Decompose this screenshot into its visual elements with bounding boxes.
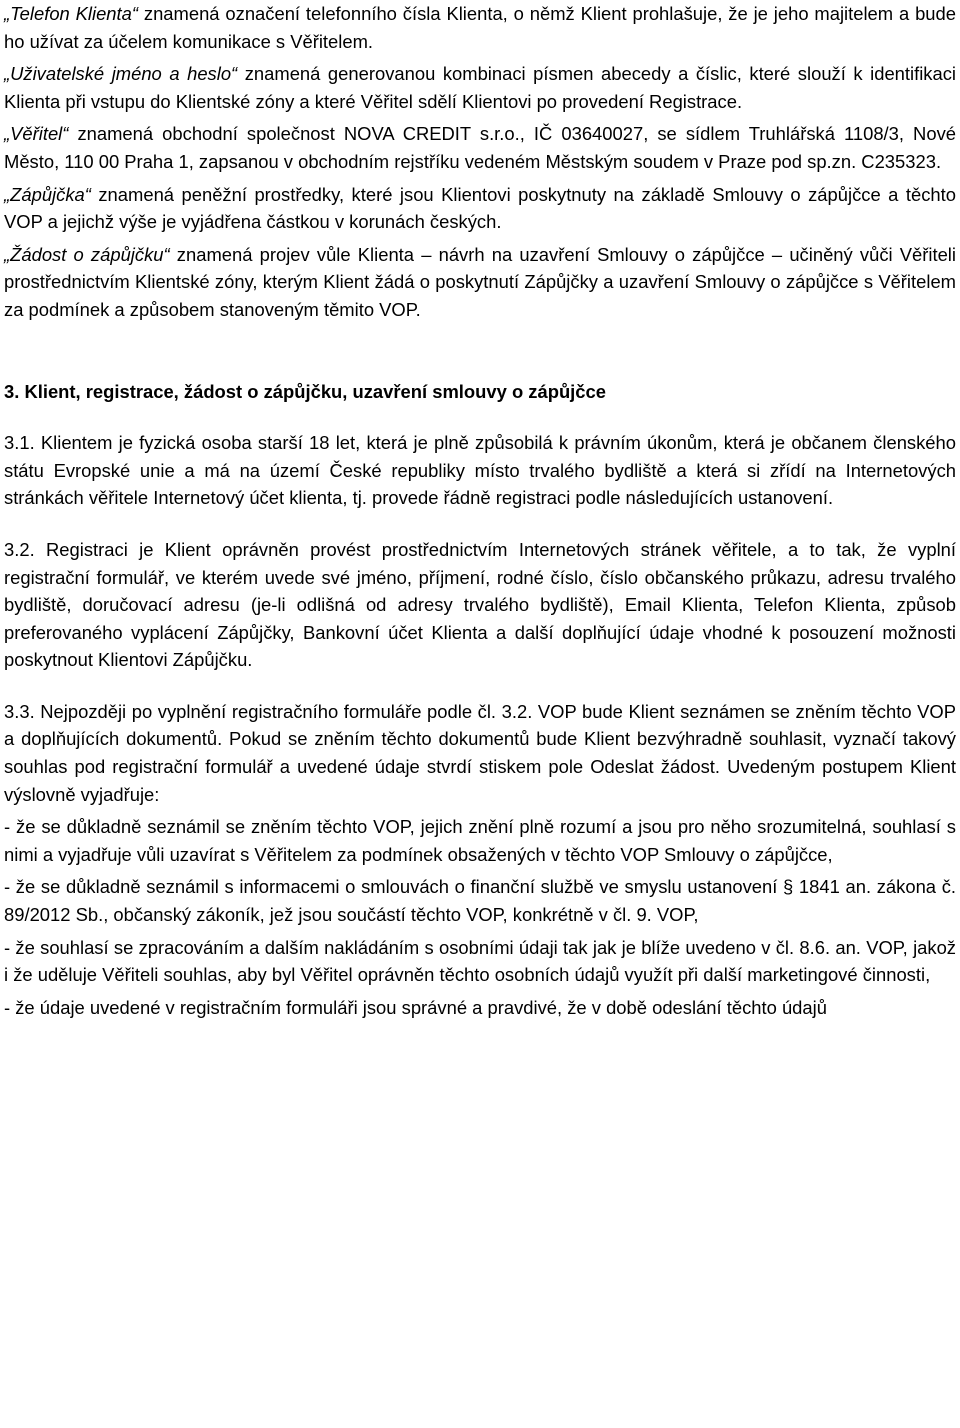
definition-term: „Žádost o zápůjčku“ xyxy=(4,243,170,265)
list-item: - že souhlasí se zpracováním a dalším nakládáním s osobními údaji tak jak je blíže uvedeno v čl. 8.6. an. VOP, jakož i že uděluje Věřiteli souhlas, aby byl Věřitel oprávněn těchto osobních údajů využít při další marketingové činnosti, xyxy=(4,936,956,986)
definition-term: „Uživatelské jméno a heslo“ xyxy=(4,63,238,85)
definition-text: znamená generovanou kombinaci písmen abecedy a číslic, které slouží k identifikaci Klienta při vstupu do Klientské zóny a které Věřitel sdělí Klientovi po provedení Registrace. xyxy=(4,63,956,112)
list-item: - že se důkladně seznámil s informacemi o smlouvách o finanční službě ve smyslu ustanovení § 1841 an. zákona č. 89/2012 Sb., občanský zákoník, jež jsou součástí těchto VOP, konkrétně v čl. 9. VOP, xyxy=(4,876,956,926)
list-item: - že se důkladně seznámil se zněním těchto VOP, jejich znění plně rozumí a jsou pro něho srozumitelná, souhlasí s nimi a vyjadřuje vůli uzavírat s Věřitelem za podmínek obsažených v těchto VOP Smlouvy o zápůjčce, xyxy=(4,816,956,865)
definition-term: „Telefon Klienta“ xyxy=(4,3,138,24)
section-3-3: 3.3. Nejpozději po vyplnění registračního formuláře podle čl. 3.2. VOP bude Klient seznámen se zněním těchto VOP a doplňujících dokumentů. Pokud se zněním těchto dokumentů bude Klient bezvýhradně souhlasit, vyznačí takový souhlas pod registrační formulář a uvedené údaje stvrdí stiskem pole Odeslat žádost. Uvedeným postupem Klient výslovně vyjadřuje: xyxy=(4,700,956,805)
definition-text: znamená obchodní společnost NOVA CREDIT s.r.o., IČ 03640027, se sídlem Truhlářská 1108/3, Nové Město, 110 00 Praha 1, zapsanou v obchodním rejstříku vedeném Městským soudem v Praze pod sp.zn. C235323. xyxy=(4,123,956,172)
section-3-2: 3.2. Registraci je Klient oprávněn provést prostřednictvím Internetových stránek věřitele, a to tak, že vyplní registrační formulář, ve kterém uvede své jméno, příjmení, rodné číslo, číslo občanského průkazu, adresu trvalého bydliště, doručovací adresu (je-li odlišná od adresy trvalého bydliště), Email Klienta, Telefon Klienta, způsob preferovaného vyplácení Zápůjčky, Bankovní účet Klienta a další doplňující údaje vhodné k posouzení možnosti poskytnout Klientovi Zápůjčku. xyxy=(4,538,956,671)
document-page xyxy=(4,0,956,1026)
definition-zadost-o-zapujcku xyxy=(4,241,956,324)
definition-term: „Věřitel“ xyxy=(4,123,69,145)
definition-term: „Zápůjčka“ xyxy=(4,183,91,205)
definition-text: znamená označení telefonního čísla Klienta, o němž Klient prohlašuje, že je jeho majitelem a bude ho užívat za účelem komunikace s Věřitelem. xyxy=(4,3,956,52)
definition-telefon-klienta xyxy=(4,0,956,55)
definition-zapujcka xyxy=(4,181,956,236)
list-item: - že údaje uvedené v registračním formuláři jsou správné a pravdivé, že v době odeslání těchto údajů xyxy=(4,996,827,1018)
section-3-1: 3.1. Klientem je fyzická osoba starší 18 let, která je plně způsobilá k právním úkonům, která je občanem členského státu Evropské unie a má na území České republiky místo trvalého bydliště a která si zřídí na Internetových stránkách věřitele Internetový účet klienta, tj. provede řádně registraci podle následujících ustanovení. xyxy=(4,432,956,509)
section-heading: 3. Klient, registrace, žádost o zápůjčku, uzavření smlouvy o zápůjčce xyxy=(4,380,606,402)
definition-text: znamená projev vůle Klienta – návrh na uzavření Smlouvy o zápůjčce – učiněný vůči Věřiteli prostřednictvím Klientské zóny, kterým Klient žádá o poskytnutí Zápůjčky a uzavření Smlouvy o zápůjčce s Věřitelem za podmínek a způsobem stanoveným těmito VOP. xyxy=(4,243,956,320)
definition-text: znamená peněžní prostředky, které jsou Klientovi poskytnuty na základě Smlouvy o zápůjčce a těchto VOP a jejichž výše je vyjádřena částkou v korunách českých. xyxy=(4,183,956,233)
definition-uzivatelske-jmeno xyxy=(4,60,956,115)
definition-veritel xyxy=(4,120,956,175)
